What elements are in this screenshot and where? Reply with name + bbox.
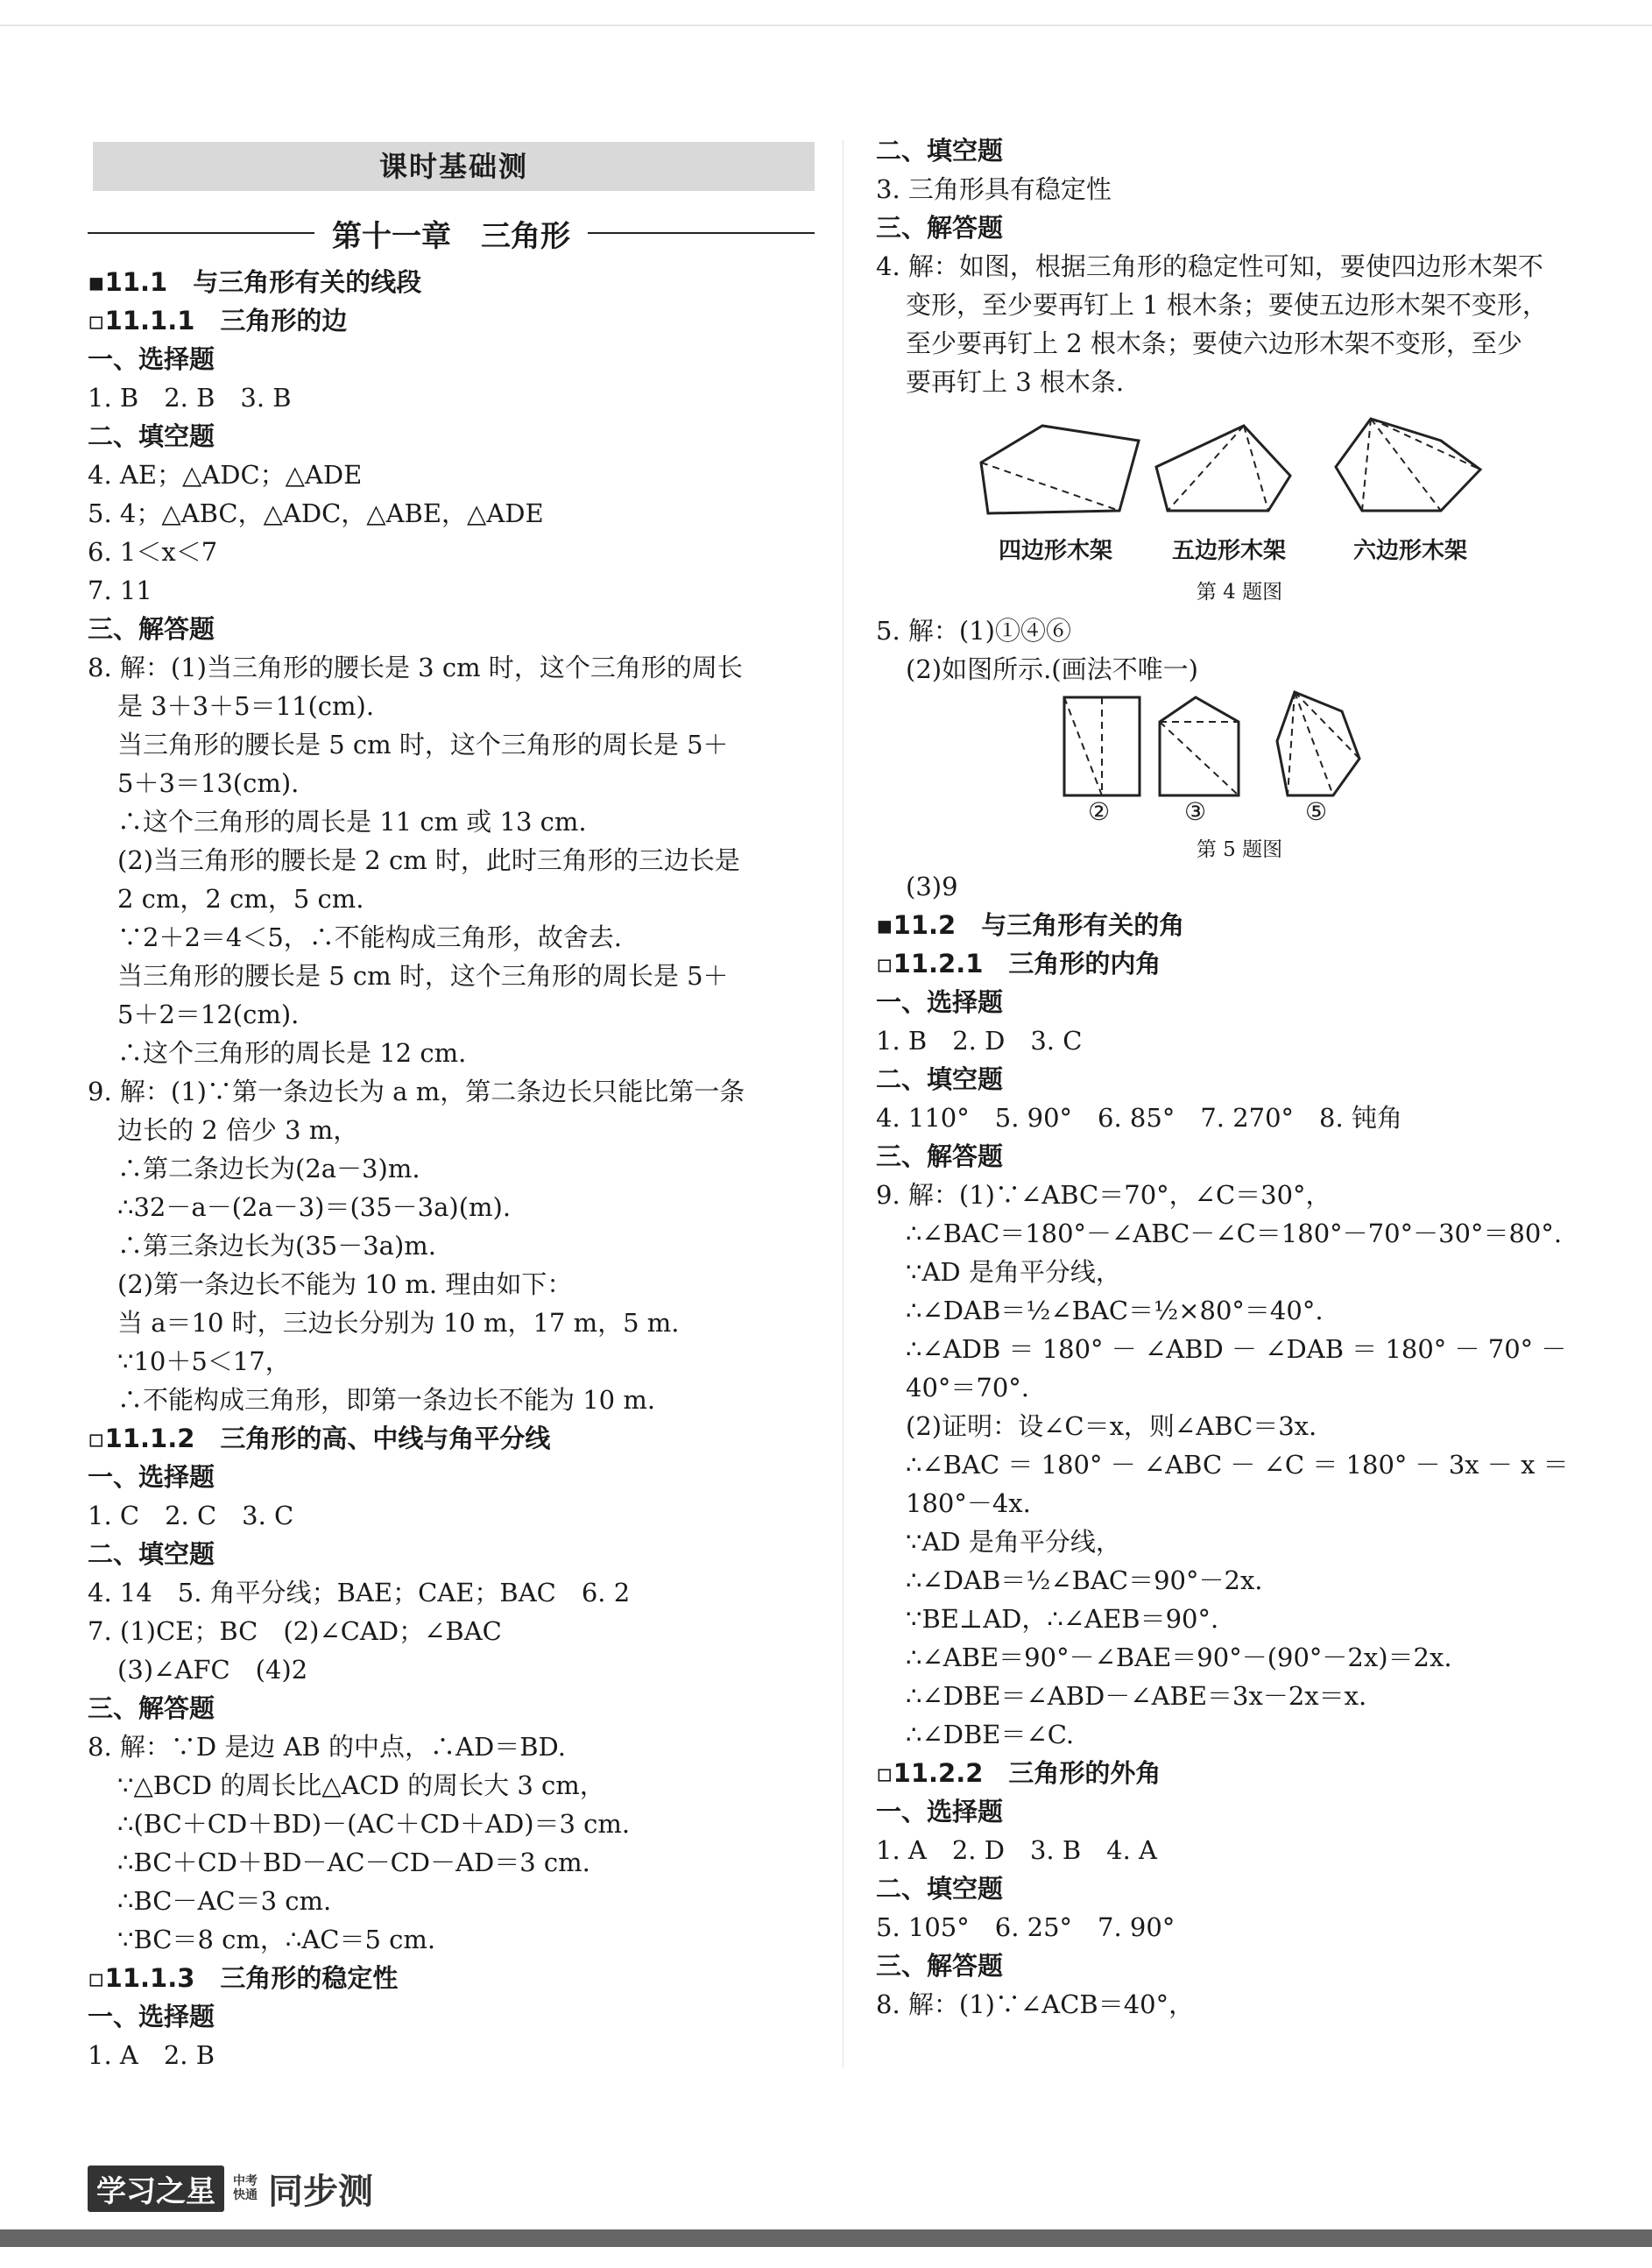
section-heading: 一、选择题	[876, 1797, 1004, 1826]
answer-line: (2)第一条边长不能为 10 m. 理由如下：	[117, 1269, 573, 1299]
section-heading: 三、解答题	[876, 1141, 1004, 1171]
section-heading: 二、填空题	[876, 136, 1004, 166]
answer-line: ∴BC＋CD＋BD－AC－CD－AD＝3 cm.	[117, 1848, 590, 1877]
answer-line: (2)如图所示.(画法不唯一)	[906, 654, 1198, 684]
answer-line: ∴第三条边长为(35－3a)m.	[117, 1231, 436, 1261]
answer-line: 8. 解：(1)当三角形的腰长是 3 cm 时，这个三角形的周长	[88, 653, 743, 682]
figure-5	[876, 689, 1603, 834]
answer-line: 变形，至少要再钉上 1 根木条；要使五边形木架不变形，	[906, 290, 1548, 320]
chapter-title: 第十一章 三角形	[332, 218, 570, 254]
section-heading: ▫11.1.2 三角形的高、中线与角平分线	[88, 1424, 551, 1453]
column-divider	[843, 140, 844, 2067]
answer-line: 9. 解：(1)∵第一条边长为 a m，第二条边长只能比第一条	[88, 1077, 745, 1106]
footer-title: 同步测	[268, 2171, 373, 2212]
answer-line: 1. C 2. C 3. C	[88, 1501, 294, 1530]
answer-line: 当 a＝10 时，三边长分别为 10 m，17 m，5 m.	[117, 1308, 680, 1338]
answer-line: ∵AD 是角平分线，	[906, 1257, 1121, 1287]
answer-line: ∴第二条边长为(2a－3)m.	[117, 1154, 420, 1183]
answer-line: ∴(BC＋CD＋BD)－(AC＋CD＋AD)＝3 cm.	[117, 1809, 631, 1839]
section-heading: 一、选择题	[88, 1462, 215, 1492]
footer-logo: 学习之星	[88, 2166, 224, 2212]
section-heading: ▫11.2.1 三角形的内角	[876, 949, 1161, 979]
answer-line: 边长的 2 倍少 3 m，	[117, 1115, 359, 1145]
fig5-label-3: ③	[1184, 797, 1207, 826]
section-heading: ▪11.2 与三角形有关的角	[876, 910, 1185, 940]
answer-line: 5. 解：(1)①④⑥	[876, 616, 1071, 646]
answer-line: 1. A 2. B	[88, 2040, 215, 2070]
chapter-rule-right	[588, 232, 815, 234]
figure-4-drawing	[876, 401, 1603, 533]
answer-line: 1. A 2. D 3. B 4. A	[876, 1835, 1157, 1865]
answer-line: 4. AE；△ADC；△ADE	[88, 460, 363, 490]
page-banner: 课时基础测	[93, 142, 815, 191]
right-content-mid	[876, 611, 1603, 689]
section-heading: 三、解答题	[876, 213, 1004, 243]
answer-line: 是 3＋3＋5＝11(cm).	[117, 691, 375, 721]
answer-line: 8. 解：∵D 是边 AB 的中点，∴AD＝BD.	[88, 1732, 566, 1762]
answer-line: 4. 14 5. 角平分线；BAE；CAE；BAC 6. 2	[88, 1578, 631, 1607]
answer-line: ∴这个三角形的周长是 11 cm 或 13 cm.	[117, 807, 587, 837]
figure-4	[876, 401, 1603, 576]
answer-line: ∴∠BAC ＝ 180° － ∠ABC － ∠C ＝ 180° － 3x － x ＝	[906, 1450, 1569, 1480]
section-heading: ▪11.1 与三角形有关的线段	[88, 267, 422, 297]
section-heading: 二、填空题	[88, 1539, 215, 1569]
answer-line: 40°＝70°.	[906, 1373, 1030, 1402]
answer-line: ∴∠DBE＝∠C.	[906, 1720, 1075, 1749]
answer-line: 5＋2＝12(cm).	[117, 1000, 300, 1029]
answer-line: 3. 三角形具有稳定性	[876, 174, 1112, 204]
fig5-label-2: ②	[1088, 797, 1111, 826]
answer-line: 当三角形的腰长是 5 cm 时，这个三角形的周长是 5＋	[117, 961, 729, 991]
section-heading: 二、填空题	[876, 1874, 1004, 1904]
answer-line: 9. 解：(1)∵∠ABC＝70°，∠C＝30°，	[876, 1180, 1331, 1210]
left-column	[88, 131, 815, 2074]
top-rule	[0, 25, 1652, 26]
answer-line: 8. 解：(1)∵∠ACB＝40°，	[876, 1989, 1195, 2019]
answer-line: ∵BE⊥AD，∴∠AEB＝90°.	[906, 1604, 1219, 1634]
answer-line: ∴BC－AC＝3 cm.	[117, 1886, 332, 1916]
answer-line: 4. 110° 5. 90° 6. 85° 7. 270° 8. 钝角	[876, 1103, 1402, 1133]
fig4-caption: 第 4 题图	[1196, 581, 1283, 604]
section-heading: 三、解答题	[876, 1951, 1004, 1981]
answer-line: ∴不能构成三角形，即第一条边长不能为 10 m.	[117, 1385, 656, 1415]
footer-logo-sub: 中考快通	[233, 2174, 258, 2202]
right-content-bottom	[876, 867, 1603, 2024]
answer-line: 180°－4x.	[906, 1488, 1031, 1518]
section-heading: 一、选择题	[88, 2002, 215, 2031]
left-content	[88, 263, 815, 2074]
answer-line: (2)当三角形的腰长是 2 cm 时，此时三角形的三边长是	[117, 845, 740, 875]
answer-line: 4. 解：如图，根据三角形的稳定性可知，要使四边形木架不	[876, 251, 1543, 281]
answer-line: ∴∠DAB＝½∠BAC＝½×80°＝40°.	[906, 1296, 1324, 1325]
answer-line: 6. 1＜x＜7	[88, 537, 218, 567]
fig4-label-hex: 六边形木架	[1353, 538, 1468, 564]
answer-line: ∴∠DAB＝½∠BAC＝90°－2x.	[906, 1565, 1263, 1595]
answer-line: (3)∠AFC (4)2	[117, 1655, 308, 1685]
answer-line: 7. (1)CE；BC (2)∠CAD；∠BAC	[88, 1616, 502, 1646]
answer-line: ∵△BCD 的周长比△ACD 的周长大 3 cm，	[117, 1770, 605, 1800]
answer-line: 当三角形的腰长是 5 cm 时，这个三角形的周长是 5＋	[117, 730, 729, 760]
right-content-top	[876, 131, 1603, 401]
answer-line: ∴32－a－(2a－3)＝(35－3a)(m).	[117, 1192, 512, 1222]
chapter-heading	[88, 207, 815, 259]
answer-line: 5＋3＝13(cm).	[117, 768, 300, 798]
answer-line: ∵AD 是角平分线，	[906, 1527, 1121, 1557]
section-heading: 三、解答题	[88, 614, 215, 644]
section-heading: 二、填空题	[88, 421, 215, 451]
answer-line: 1. B 2. D 3. C	[876, 1026, 1083, 1056]
footer-brand	[88, 2164, 373, 2213]
fig4-label-pent: 五边形木架	[1172, 538, 1287, 564]
answer-line: ∵2＋2＝4＜5，∴不能构成三角形，故舍去.	[117, 922, 623, 952]
answer-line: (2)证明：设∠C＝x，则∠ABC＝3x.	[906, 1411, 1317, 1441]
answer-line: 2 cm，2 cm，5 cm.	[117, 884, 364, 914]
fig5-label-5: ⑤	[1305, 797, 1328, 826]
answer-line: ∴∠DBE＝∠ABD－∠ABE＝3x－2x＝x.	[906, 1681, 1367, 1711]
answer-line: ∴∠ABE＝90°－∠BAE＝90°－(90°－2x)＝2x.	[906, 1643, 1452, 1672]
fig5-caption: 第 5 题图	[1196, 838, 1283, 861]
section-heading: ▫11.1.3 三角形的稳定性	[88, 1963, 399, 1993]
answer-line: ∴这个三角形的周长是 12 cm.	[117, 1038, 467, 1068]
chapter-rule-left	[88, 232, 314, 234]
answer-line: 至少要再钉上 2 根木条；要使六边形木架不变形，至少	[906, 329, 1522, 358]
fig4-label-quad: 四边形木架	[999, 538, 1113, 564]
section-heading: 三、解答题	[88, 1693, 215, 1723]
answer-line: 7. 11	[88, 576, 152, 605]
figure-5-drawing	[876, 689, 1603, 802]
right-column	[876, 131, 1603, 2024]
answer-line: ∵BC＝8 cm，∴AC＝5 cm.	[117, 1925, 436, 1954]
answer-line: 5. 105° 6. 25° 7. 90°	[876, 1912, 1175, 1942]
section-heading: ▫11.1.1 三角形的边	[88, 306, 348, 336]
answer-line: 要再钉上 3 根木条.	[906, 367, 1125, 397]
answer-line: 5. 4；△ABC，△ADC，△ABE，△ADE	[88, 498, 544, 528]
answer-line: (3)9	[906, 872, 958, 901]
answer-line: ∴∠BAC＝180°－∠ABC－∠C＝180°－70°－30°＝80°.	[906, 1219, 1563, 1248]
answer-line: ∴∠ADB ＝ 180° － ∠ABD － ∠DAB ＝ 180° － 70° －	[906, 1334, 1567, 1364]
section-heading: 一、选择题	[876, 987, 1004, 1017]
answer-line: ∵10＋5＜17，	[117, 1346, 291, 1376]
bottom-bar	[0, 2229, 1652, 2247]
answer-line: 1. B 2. B 3. B	[88, 383, 292, 413]
section-heading: ▫11.2.2 三角形的外角	[876, 1758, 1161, 1788]
section-heading: 二、填空题	[876, 1064, 1004, 1094]
section-heading: 一、选择题	[88, 344, 215, 374]
